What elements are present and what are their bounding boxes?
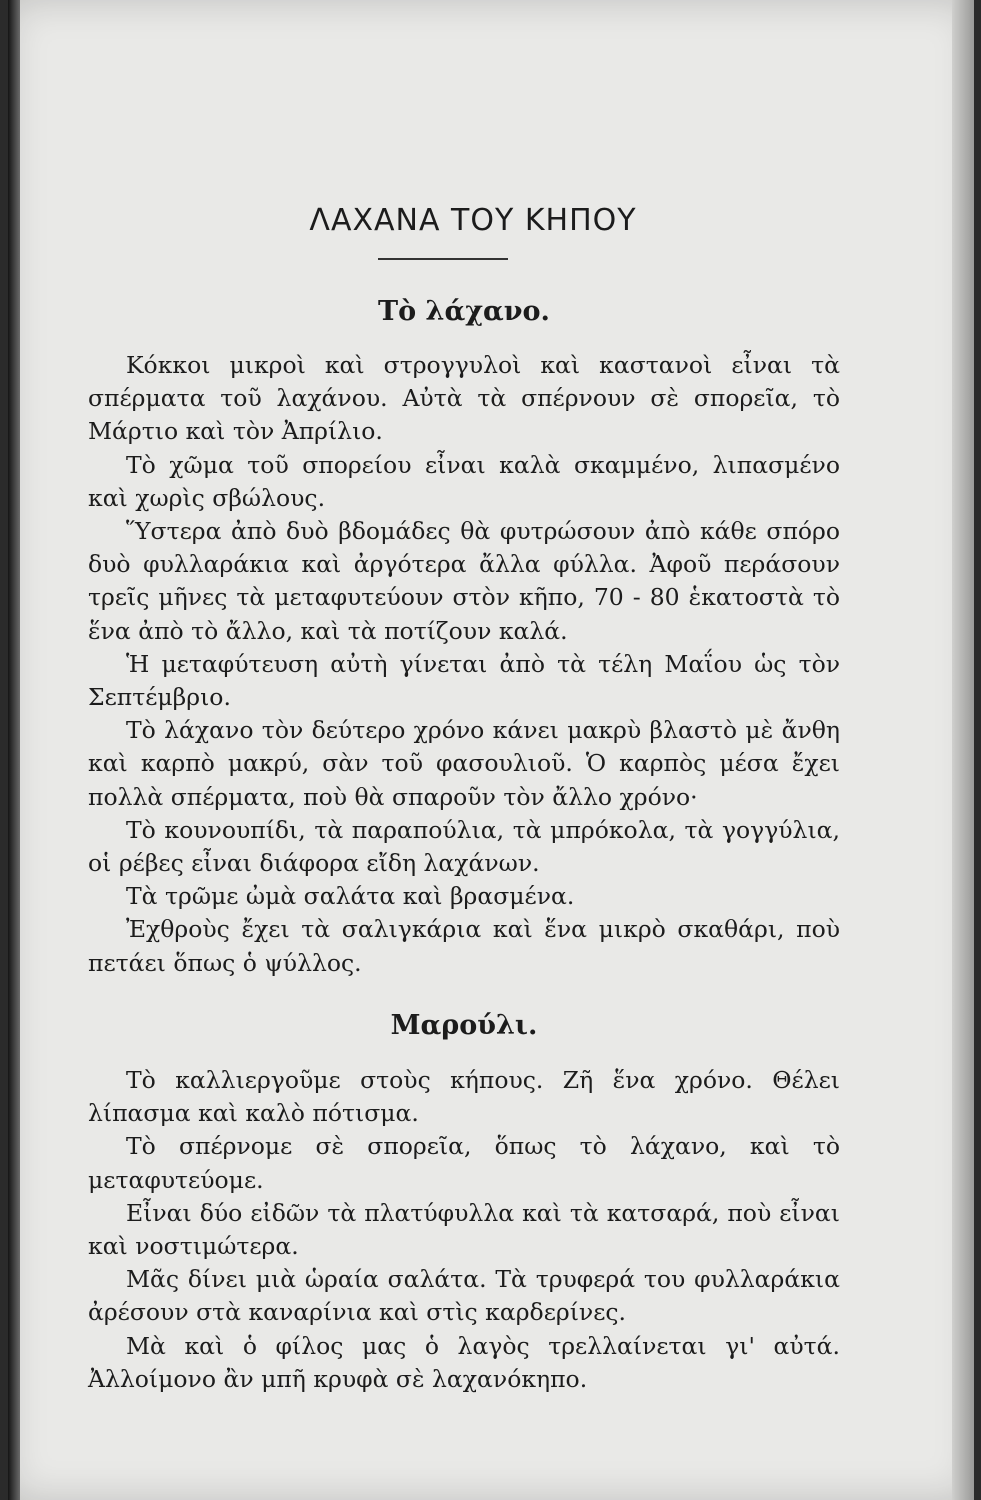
paragraph: Τὸ καλλιεργοῦμε στοὺς κήπους. Ζῆ ἕνα χρόνο. Θέλει λίπασμα καὶ καλὸ πότισμα.: [88, 1066, 840, 1128]
paragraph: Εἶναι δύο εἰδῶν τὰ πλατύφυλλα καὶ τὰ κατσαρά, ποὺ εἶναι καὶ νοστιμώτερα.: [88, 1198, 840, 1261]
page-right-edge: [952, 0, 974, 1500]
paragraph: Τὸ σπέρνομε σὲ σπορεῖα, ὅπως τὸ λάχανο, καὶ τὸ μεταφυτεύομε.: [88, 1132, 840, 1194]
page-left-edge: [8, 0, 20, 1500]
paragraph: Τὰ τρῶμε ὠμὰ σαλάτα καὶ βρασμένα.: [126, 882, 575, 911]
section-heading-cabbage: Τὸ λάχανο.: [378, 296, 550, 327]
book-page: [8, 0, 974, 1500]
paragraph: Τὸ κουνουπίδι, τὰ παραπούλια, τὰ μπρόκολα, τὰ γογγύλια, οἱ ρέβες εἶναι διάφορα εἴδη λαχάνων.: [88, 815, 840, 878]
paragraph: Τὸ λάχανο τὸν δεύτερο χρόνο κάνει μακρὺ βλαστὸ μὲ ἄνθη καὶ καρπὸ μακρύ, σὰν τοῦ φασουλιοῦ. Ὁ καρπὸς μέσα ἔχει πολλὰ σπέρματα, ποὺ θὰ σπαροῦν τὸν ἄλλο χρόνο·: [88, 716, 840, 811]
title-divider: [378, 258, 508, 260]
paragraph: Τὸ χῶμα τοῦ σπορείου εἶναι καλὰ σκαμμένο, λιπασμένο καὶ χωρὶς σβώλους.: [88, 450, 840, 512]
paragraph: Μὰ καὶ ὁ φίλος μας ὁ λαγὸς τρελλαίνεται γι' αὐτά. Ἀλλοίμονο ἂν μπῆ κρυφὰ σὲ λαχανόκηπο.: [88, 1331, 840, 1393]
paragraph: Ὕστερα ἀπὸ δυὸ βδομάδες θὰ φυτρώσουν ἀπὸ κάθε σπόρο δυὸ φυλλαράκια καὶ ἀργότερα ἄλλα φύλλα. Ἀφοῦ περάσουν τρεῖς μῆνες τὰ μεταφυτεύουν στὸν κῆπο, 70 - 80 ἑκατοστὰ τὸ ἕνα ἀπὸ τὸ ἄλλο, καὶ τὰ ποτίζουν καλά.: [88, 517, 840, 645]
paragraph: Κόκκοι μικροὶ καὶ στρογγυλοὶ καὶ καστανοὶ εἶναι τὰ σπέρματα τοῦ λαχάνου. Αὐτὰ τὰ σπέρνουν σὲ σπορεῖα, τὸ Μάρτιο καὶ τὸν Ἀπρίλιο.: [88, 351, 840, 446]
paragraph: Ἐχθροὺς ἔχει τὰ σαλιγκάρια καὶ ἕνα μικρὸ σκαθάρι, ποὺ πετάει ὅπως ὁ ψύλλος.: [88, 915, 840, 977]
paragraph: Ἡ μεταφύτευση αὐτὴ γίνεται ἀπὸ τὰ τέλη Μαΐου ὡς τὸν Σεπτέμβριο.: [88, 649, 840, 712]
page-title: ΛΑΧΑΝΑ ΤΟΥ ΚΗΠΟΥ: [309, 203, 637, 238]
section-body-lettuce: [88, 1064, 840, 1396]
section-body-cabbage: [88, 349, 840, 980]
paragraph: Μᾶς δίνει μιὰ ὡραία σαλάτα. Τὰ τρυφερά του φυλλαράκια ἀρέσουν στὰ καναρίνια καὶ στὶς καρδερίνες.: [88, 1265, 840, 1327]
section-heading-lettuce: Μαρούλι.: [390, 1010, 538, 1041]
